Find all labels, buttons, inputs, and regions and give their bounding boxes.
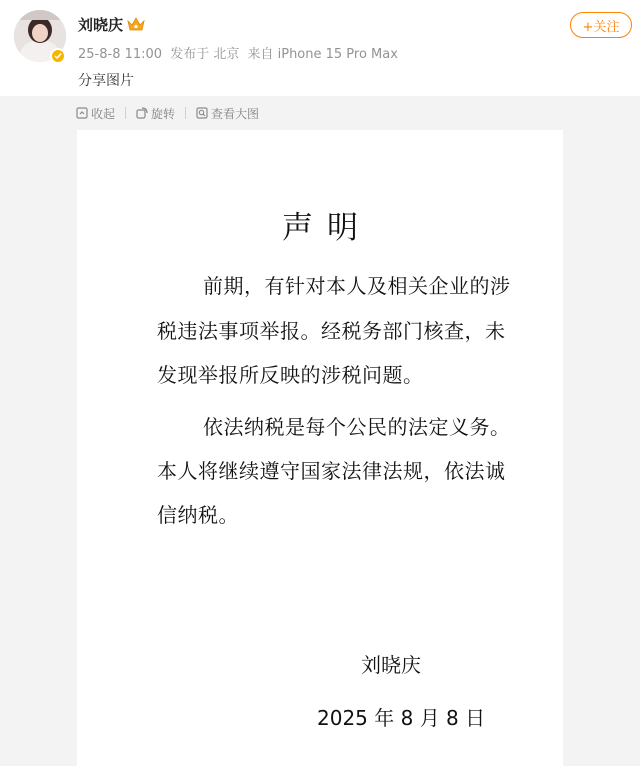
collapse-label: 收起 [91,106,116,121]
statement-line: 本人将继续遵守国家法律法规，依法诚 [157,459,506,483]
post-text: 分享图片 [78,73,134,89]
statement-date: 2025 年 8 月 8 日 [317,706,486,730]
statement-image[interactable] [77,130,563,766]
magnify-icon [196,107,208,119]
rotate-button[interactable] [136,105,175,122]
image-toolbar [0,96,640,130]
post-date[interactable]: 25-8-8 11:00 [78,47,163,62]
toolbar-divider [185,107,186,119]
follow-button[interactable]: +关注 [570,12,632,38]
statement-line: 依法纳税是每个公民的法定义务。 [203,415,511,439]
toolbar-divider [125,107,126,119]
post-header [0,0,640,96]
rotate-label: 旋转 [151,106,176,121]
collapse-icon [76,107,88,119]
post-image-frame [0,130,640,766]
statement-line: 前期，有针对本人及相关企业的涉 [203,274,511,298]
post-meta [78,43,402,62]
verified-badge-icon [50,48,66,64]
author-name[interactable]: 刘晓庆 [78,16,124,34]
statement-line: 发现举报所反映的涉税问题。 [157,363,424,387]
statement-title: 声明 [282,210,372,246]
statement-signature: 刘晓庆 [361,653,421,677]
statement-line: 税违法事项举报。经税务部门核查，未 [157,319,506,343]
post-location: 发布于 北京 [170,47,240,62]
post-device: 来自 iPhone 15 Pro Max [247,47,398,62]
rotate-icon [136,107,148,119]
view-large-button[interactable] [196,105,259,122]
statement-line: 信纳税。 [157,503,239,527]
collapse-button[interactable] [76,105,115,122]
crown-icon [127,16,145,32]
view-large-label: 查看大图 [211,106,260,121]
